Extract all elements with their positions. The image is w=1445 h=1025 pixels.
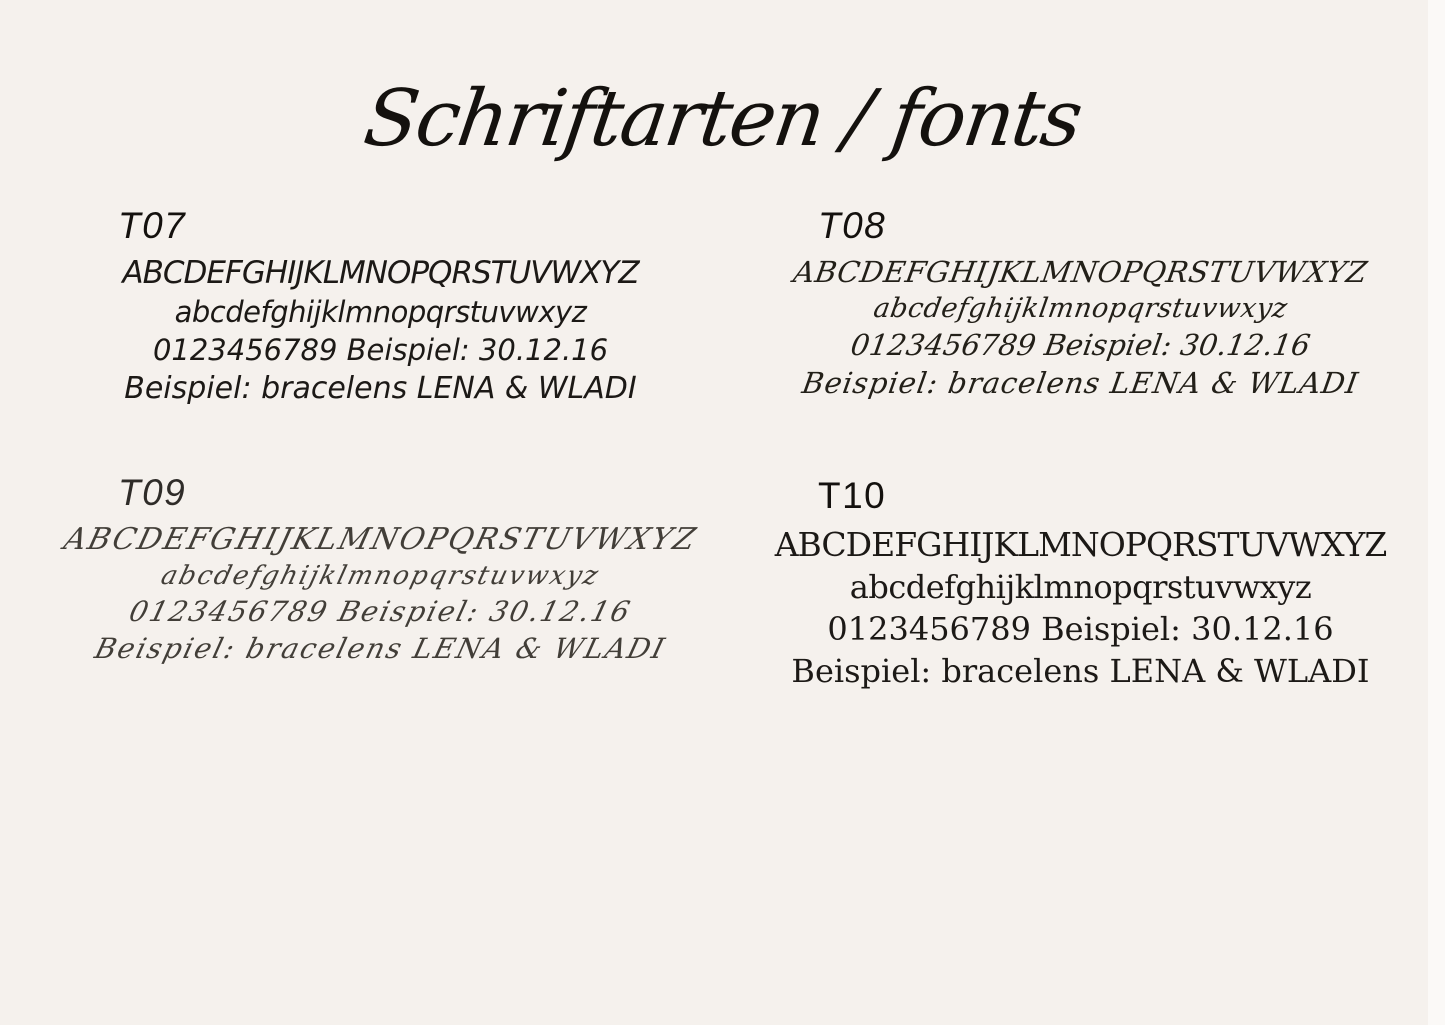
uppercase-alphabet-line: ABCDEFGHIJKLMNOPQRSTUVWXYZ bbox=[122, 255, 639, 291]
uppercase-alphabet-line: ABCDEFGHIJKLMNOPQRSTUVWXYZ bbox=[60, 522, 701, 557]
page-edge-strip bbox=[1428, 0, 1445, 1025]
uppercase-alphabet-line: ABCDEFGHIJKLMNOPQRSTUVWXYZ bbox=[791, 255, 1370, 289]
lowercase-alphabet-line: abcdefghijklmnopqrstuvwxyz bbox=[871, 293, 1290, 324]
name-example-line: Beispiel: bracelens LENA & WLADI bbox=[791, 652, 1370, 690]
uppercase-alphabet-line: ABCDEFGHIJKLMNOPQRSTUVWXYZ bbox=[774, 525, 1387, 564]
font-specimen-card-t08 bbox=[758, 205, 1403, 404]
numbers-example-line: 0123456789 Beispiel: 30.12.16 bbox=[827, 610, 1334, 648]
numbers-example-line: 0123456789 Beispiel: 30.12.16 bbox=[152, 333, 609, 367]
font-specimen-card-t07 bbox=[58, 205, 703, 410]
specimen-lines bbox=[58, 255, 703, 406]
numbers-example-line: 0123456789 Beispiel: 30.12.16 bbox=[125, 595, 636, 628]
lowercase-alphabet-line: abcdefghijklmnopqrstuvwxyz bbox=[849, 568, 1312, 606]
name-example-line: Beispiel: bracelens LENA & WLADI bbox=[124, 371, 637, 406]
specimen-lines bbox=[758, 255, 1403, 400]
name-example-line: Beispiel: bracelens LENA & WLADI bbox=[799, 366, 1362, 400]
name-example-line: Beispiel: bracelens LENA & WLADI bbox=[91, 632, 670, 665]
specimen-lines bbox=[758, 525, 1403, 690]
page-title: Schriftarten / fonts bbox=[358, 74, 1087, 165]
lowercase-alphabet-line: abcdefghijklmnopqrstuvwxyz bbox=[158, 561, 603, 591]
font-specimen-card-t10 bbox=[758, 475, 1403, 694]
specimen-lines bbox=[58, 522, 703, 665]
font-code-label: T07 bbox=[118, 205, 187, 246]
lowercase-alphabet-line: abcdefghijklmnopqrstuvwxyz bbox=[174, 295, 587, 329]
font-code-label: T10 bbox=[818, 475, 887, 516]
font-code-label: T09 bbox=[118, 472, 187, 513]
font-code-label: T08 bbox=[818, 205, 887, 246]
font-specimen-card-t09 bbox=[58, 472, 703, 669]
numbers-example-line: 0123456789 Beispiel: 30.12.16 bbox=[848, 328, 1313, 362]
